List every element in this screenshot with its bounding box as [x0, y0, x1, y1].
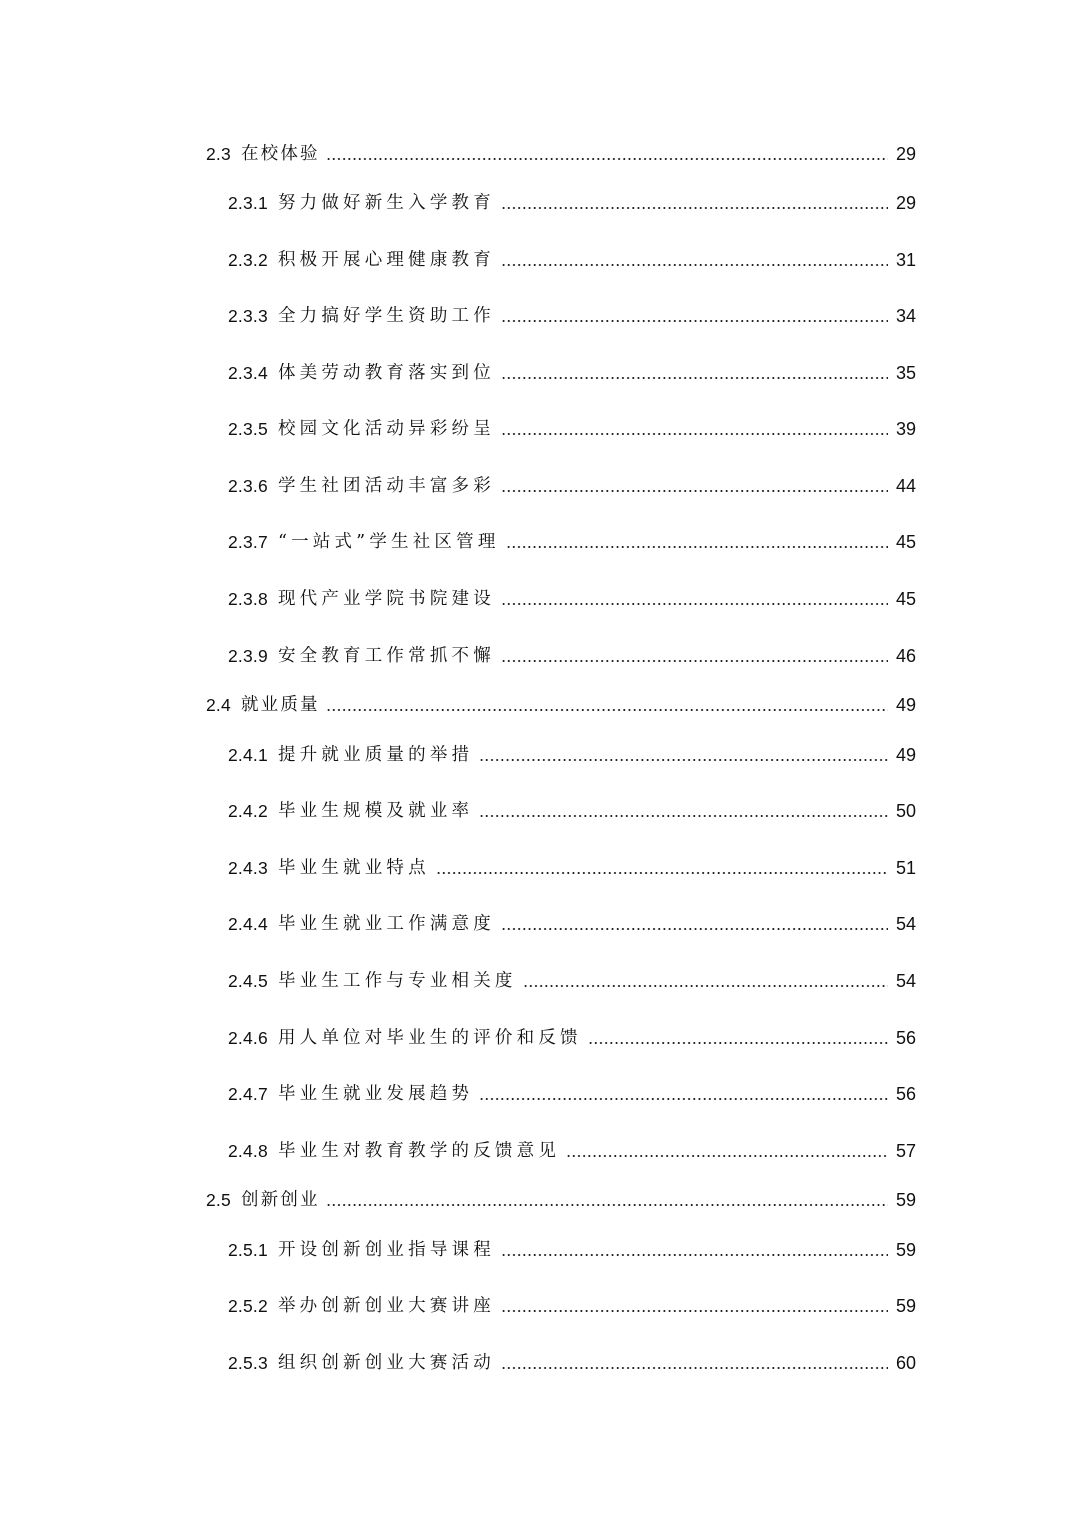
entry-number: 2.5.3 [228, 1352, 268, 1373]
entry-number: 2.4.3 [228, 857, 268, 878]
entry-number: 2.5.1 [228, 1239, 268, 1260]
leader-dots [501, 660, 888, 662]
leader-dots [326, 1204, 888, 1206]
entry-page-number: 54 [895, 971, 916, 991]
leader-dots [501, 1310, 888, 1312]
toc-entry-2-4-1[interactable] [228, 738, 916, 768]
toc-entry-2-5-2[interactable] [228, 1289, 916, 1319]
entry-number: 2.3.6 [228, 475, 268, 496]
entry-page-number: 59 [895, 1296, 916, 1316]
leader-dots [588, 1042, 888, 1044]
leader-dots [479, 759, 888, 761]
toc-entry-2-5-3[interactable] [228, 1346, 916, 1376]
toc-entry-2-5-1[interactable] [228, 1233, 916, 1263]
entry-page-number: 35 [895, 363, 916, 383]
leader-dots [501, 928, 888, 930]
entry-number: 2.3.2 [228, 249, 268, 270]
entry-page-number: 45 [895, 532, 916, 552]
toc-entry-2-3-7[interactable] [228, 525, 916, 555]
entry-page-number: 54 [895, 914, 916, 934]
entry-title: 创新创业 [240, 1189, 320, 1210]
toc-entry-2-3-1[interactable] [228, 186, 916, 216]
toc-entry-2-4-8[interactable] [228, 1134, 916, 1164]
entry-page-number: 59 [895, 1190, 916, 1210]
leader-dots [479, 815, 888, 817]
entry-page-number: 56 [895, 1084, 916, 1104]
entry-title: 积极开展心理健康教育 [277, 249, 495, 270]
toc-entry-2-4-3[interactable] [228, 851, 916, 881]
toc-entry-2-3-2[interactable] [228, 243, 916, 273]
toc-entry-2-3-9[interactable] [228, 639, 916, 669]
entry-number: 2.4.7 [228, 1083, 268, 1104]
entry-number: 2.3 [206, 143, 231, 164]
entry-title: 用人单位对毕业生的评价和反馈 [277, 1027, 582, 1048]
toc-entry-2-3-8[interactable] [228, 582, 916, 612]
entry-page-number: 34 [895, 306, 916, 326]
leader-dots [501, 490, 888, 492]
leader-dots [501, 603, 888, 605]
leader-dots [501, 1367, 888, 1369]
toc-entry-2-3-4[interactable] [228, 356, 916, 386]
entry-number: 2.3.1 [228, 192, 268, 213]
leader-dots [501, 207, 888, 209]
toc-entry-2-4-7[interactable] [228, 1077, 916, 1107]
entry-title: 毕业生就业特点 [277, 857, 430, 878]
entry-page-number: 56 [895, 1028, 916, 1048]
entry-number: 2.3.8 [228, 588, 268, 609]
entry-page-number: 29 [895, 193, 916, 213]
leader-dots [566, 1155, 888, 1157]
leader-dots [501, 1254, 888, 1256]
entry-page-number: 49 [895, 695, 916, 715]
entry-title: 体美劳动教育落实到位 [277, 362, 495, 383]
entry-title: 毕业生对教育教学的反馈意见 [277, 1140, 561, 1161]
entry-number: 2.4.6 [228, 1027, 268, 1048]
entry-page-number: 60 [895, 1353, 916, 1373]
leader-dots [479, 1098, 888, 1100]
toc-entry-2-3-5[interactable] [228, 412, 916, 442]
leader-dots [436, 872, 888, 874]
entry-page-number: 39 [895, 419, 916, 439]
entry-number: 2.5.2 [228, 1295, 268, 1316]
entry-number: 2.5 [206, 1189, 231, 1210]
entry-title: 全力搞好学生资助工作 [277, 305, 495, 326]
entry-number: 2.4.5 [228, 970, 268, 991]
leader-dots [523, 985, 888, 987]
toc-entry-2-4-6[interactable] [228, 1021, 916, 1051]
entry-number: 2.3.7 [228, 531, 268, 552]
entry-title: 就业质量 [240, 694, 320, 715]
leader-dots [501, 433, 888, 435]
entry-page-number: 31 [895, 250, 916, 270]
entry-title: 提升就业质量的举措 [277, 744, 474, 765]
entry-title: 举办创新创业大赛讲座 [277, 1295, 495, 1316]
toc-entry-2-3[interactable] [206, 137, 916, 167]
toc-entry-2-3-6[interactable] [228, 469, 916, 499]
entry-number: 2.4 [206, 694, 231, 715]
leader-dots [501, 377, 888, 379]
entry-title: “一站式”学生社区管理 [277, 531, 500, 552]
entry-title: 毕业生就业发展趋势 [277, 1083, 474, 1104]
entry-number: 2.3.5 [228, 418, 268, 439]
entry-title: 校园文化活动异彩纷呈 [277, 418, 495, 439]
entry-page-number: 57 [895, 1141, 916, 1161]
toc-entry-2-4-2[interactable] [228, 794, 916, 824]
toc-entry-2-4-4[interactable] [228, 907, 916, 937]
entry-page-number: 51 [895, 858, 916, 878]
entry-title: 组织创新创业大赛活动 [277, 1352, 495, 1373]
entry-title: 毕业生工作与专业相关度 [277, 970, 517, 991]
entry-number: 2.3.4 [228, 362, 268, 383]
toc-entry-2-4[interactable] [206, 688, 916, 718]
entry-title: 开设创新创业指导课程 [277, 1239, 495, 1260]
entry-number: 2.4.1 [228, 744, 268, 765]
entry-title: 毕业生就业工作满意度 [277, 913, 495, 934]
entry-title: 安全教育工作常抓不懈 [277, 645, 495, 666]
entry-title: 毕业生规模及就业率 [277, 800, 474, 821]
leader-dots [501, 264, 888, 266]
entry-number: 2.4.4 [228, 913, 268, 934]
entry-title: 在校体验 [240, 143, 320, 164]
entry-number: 2.3.3 [228, 305, 268, 326]
entry-title: 学生社团活动丰富多彩 [277, 475, 495, 496]
entry-page-number: 29 [895, 144, 916, 164]
entry-page-number: 59 [895, 1240, 916, 1260]
entry-page-number: 45 [895, 589, 916, 609]
entry-page-number: 49 [895, 745, 916, 765]
leader-dots [326, 158, 888, 160]
leader-dots [506, 546, 888, 548]
entry-page-number: 46 [895, 646, 916, 666]
toc-entry-2-4-5[interactable] [228, 964, 916, 994]
entry-number: 2.4.8 [228, 1140, 268, 1161]
leader-dots [326, 709, 888, 711]
entry-number: 2.4.2 [228, 800, 268, 821]
toc-entry-2-5[interactable] [206, 1183, 916, 1213]
entry-page-number: 50 [895, 801, 916, 821]
entry-page-number: 44 [895, 476, 916, 496]
toc-entry-2-3-3[interactable] [228, 299, 916, 329]
entry-title: 努力做好新生入学教育 [277, 192, 495, 213]
entry-number: 2.3.9 [228, 645, 268, 666]
entry-title: 现代产业学院书院建设 [277, 588, 495, 609]
leader-dots [501, 320, 888, 322]
